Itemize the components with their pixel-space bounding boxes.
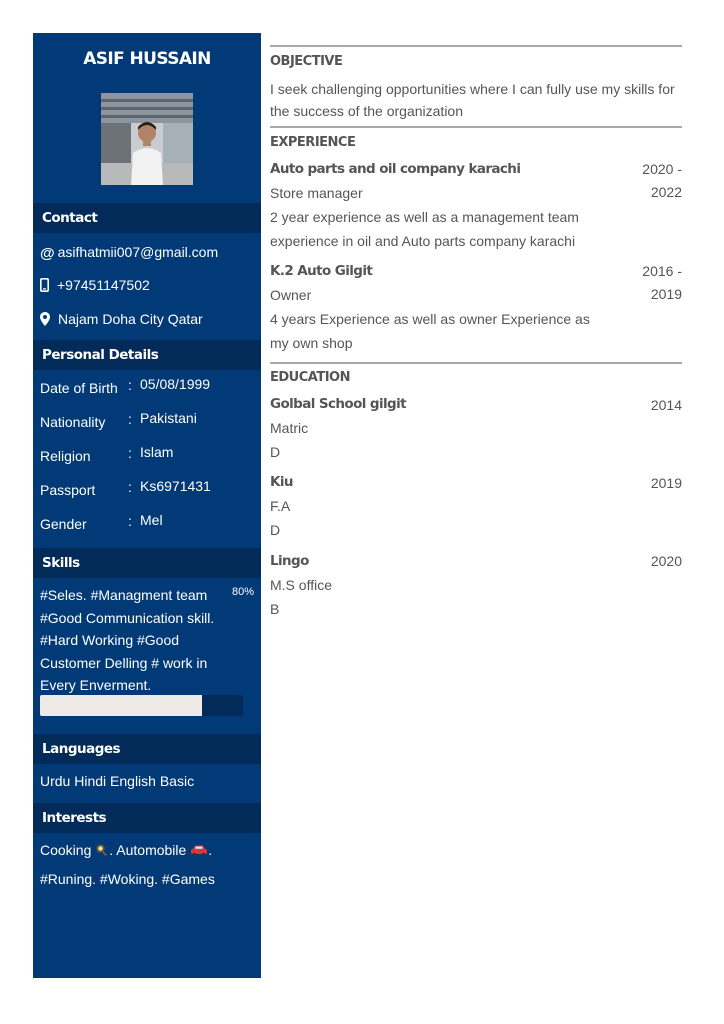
experience-role: Owner bbox=[270, 287, 312, 303]
education-school: Golbal School gilgit bbox=[270, 396, 406, 412]
interest-automobile: . Automobile bbox=[109, 842, 191, 858]
gender-colon: : bbox=[128, 513, 132, 529]
experience-description: 2 year experience as well as a management team experience in oil and Auto parts company karachi bbox=[270, 209, 579, 249]
interests-line-1 bbox=[40, 837, 250, 866]
skills-percent: 80% bbox=[232, 586, 255, 598]
experience-date bbox=[642, 158, 682, 204]
divider bbox=[270, 126, 682, 128]
dob-label: Date of Birth bbox=[40, 380, 118, 396]
nationality-label: Nationality bbox=[40, 414, 106, 430]
divider bbox=[270, 45, 682, 47]
sidebar bbox=[33, 33, 261, 978]
dob-colon: : bbox=[128, 377, 132, 393]
date-end: 2019 bbox=[650, 286, 682, 302]
skills-heading: Skills bbox=[33, 548, 261, 578]
interests-text bbox=[40, 837, 250, 893]
education-year: 2019 bbox=[650, 475, 682, 491]
phone-row bbox=[40, 277, 150, 295]
car-icon bbox=[190, 839, 208, 866]
at-sign-icon: @ bbox=[40, 244, 55, 262]
skills-progress-bar bbox=[40, 695, 243, 716]
education-heading: EDUCATION bbox=[270, 370, 350, 385]
phone-text[interactable]: +97451147502 bbox=[57, 277, 150, 293]
candidate-name: ASIF HUSSAIN bbox=[83, 49, 211, 69]
personal-details-heading: Personal Details bbox=[33, 340, 261, 370]
interests-line-2: #Runing. #Woking. #Games bbox=[40, 871, 215, 887]
profile-photo bbox=[101, 93, 193, 185]
experience-title: Auto parts and oil company karachi bbox=[270, 161, 521, 177]
passport-value: Ks6971431 bbox=[140, 478, 211, 494]
education-degree: M.S office bbox=[270, 577, 332, 593]
experience-date bbox=[642, 260, 682, 306]
nationality-colon: : bbox=[128, 411, 132, 427]
interests-heading: Interests bbox=[33, 803, 261, 833]
date-start: 2020 - bbox=[642, 161, 682, 177]
frying-pan-icon bbox=[95, 839, 109, 866]
religion-label: Religion bbox=[40, 448, 91, 464]
education-grade: D bbox=[270, 522, 281, 538]
mobile-phone-icon bbox=[40, 278, 49, 295]
passport-label: Passport bbox=[40, 482, 96, 498]
education-year: 2014 bbox=[650, 397, 682, 413]
interest-cooking: Cooking bbox=[40, 842, 96, 858]
religion-value: Islam bbox=[140, 444, 174, 460]
languages-text: Urdu Hindi English Basic bbox=[40, 773, 195, 789]
dob-value: 05/08/1999 bbox=[140, 376, 211, 392]
objective-heading: OBJECTIVE bbox=[270, 54, 343, 69]
gender-label: Gender bbox=[40, 516, 87, 532]
gender-value: Mel bbox=[140, 512, 163, 528]
experience-heading: EXPERIENCE bbox=[270, 135, 356, 150]
passport-colon: : bbox=[128, 479, 132, 495]
email-row bbox=[40, 244, 218, 262]
religion-colon: : bbox=[128, 445, 132, 461]
interest-punctuation: . bbox=[208, 842, 213, 858]
education-grade: B bbox=[270, 601, 280, 617]
objective-text: I seek challenging opportunities where I can fully use my skills for the success of the organization bbox=[270, 81, 675, 119]
contact-heading: Contact bbox=[33, 203, 261, 233]
nationality-value: Pakistani bbox=[140, 410, 197, 426]
experience-description: 4 years Experience as well as owner Experience as my own shop bbox=[270, 311, 590, 351]
experience-title: K.2 Auto Gilgit bbox=[270, 263, 373, 279]
skills-progress-fill bbox=[40, 695, 202, 716]
map-pin-icon bbox=[40, 312, 50, 329]
experience-role: Store manager bbox=[270, 185, 363, 201]
date-start: 2016 - bbox=[642, 263, 682, 279]
address-text: Najam Doha City Qatar bbox=[58, 311, 203, 327]
education-grade: D bbox=[270, 444, 281, 460]
education-degree: F.A bbox=[270, 498, 291, 514]
languages-heading: Languages bbox=[33, 734, 261, 764]
education-school: Kiu bbox=[270, 474, 293, 490]
address-row bbox=[40, 311, 203, 329]
education-school: Lingo bbox=[270, 553, 309, 569]
education-year: 2020 bbox=[650, 553, 682, 569]
skills-text: #Seles. #Managment team #Good Communication skill. #Hard Working #Good Customer Delling # work in Every Enverment. bbox=[40, 587, 215, 693]
education-degree: Matric bbox=[270, 420, 309, 436]
date-end: 2022 bbox=[650, 184, 682, 200]
email-text[interactable]: asifhatmii007@gmail.com bbox=[57, 244, 219, 260]
divider bbox=[270, 362, 682, 364]
